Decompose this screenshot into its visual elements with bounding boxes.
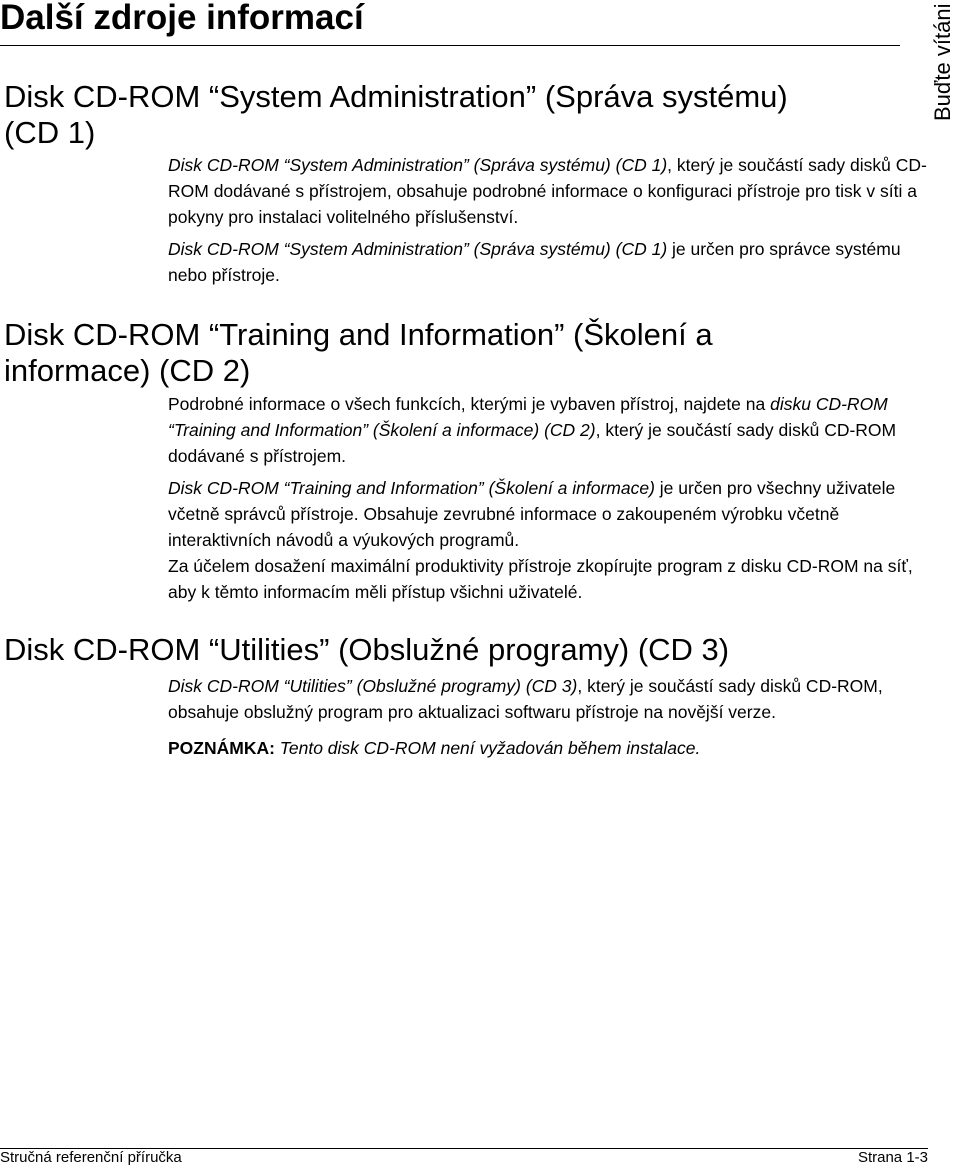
paragraph-text: , který je součástí sady disků CD-ROM, obsahuje obslužný program pro aktualizaci softwaru přístroje na novější verze. [168,676,883,722]
cd-title-italic: disku CD-ROM “Training and Information” (Školení a informace) (CD 2) [168,394,888,440]
section-body-cd1 [168,152,928,288]
cd-title-italic: Disk CD-ROM “System Administration” (Správa systému) (CD 1) [168,239,668,259]
section-heading-cd1 [4,79,788,151]
paragraph [168,475,928,553]
paragraph [168,152,928,230]
paragraph-text: Podrobné informace o všech funkcích, kterými je vybaven přístroj, najdete na [168,394,771,414]
paragraph [168,391,928,469]
footer-document-title: Stručná referenční příručka [0,1149,182,1166]
note-label: POZNÁMKA: [168,738,275,758]
section-heading-cd1-line1: Disk CD-ROM “System Administration” (Správa systému) [4,79,788,114]
paragraph [168,236,928,288]
section-body-cd3 [168,673,928,761]
paragraph-text: , který je součástí sady disků CD-ROM dodávané s přístrojem, obsahuje podrobné informace o konfiguraci přístroje pro tisk v síti a pokyny pro instalaci volitelného příslušenství. [168,155,927,227]
section-heading-cd3-line1: Disk CD-ROM “Utilities” (Obslužné programy) (CD 3) [4,632,730,667]
section-heading-cd2 [4,317,713,389]
section-heading-cd2-line2: informace) (CD 2) [4,353,251,388]
title-divider [0,45,900,46]
section-heading-cd2-line1: Disk CD-ROM “Training and Information” (Školení a [4,317,713,352]
section-heading-cd3 [4,632,729,668]
note [168,735,928,761]
paragraph-text: , který je součástí sady disků CD-ROM dodávané s přístrojem. [168,420,897,466]
side-tab-label: Buďte vítáni [930,3,955,121]
paragraph-text: je určen pro správce systému nebo přístroje. [168,239,901,285]
paragraph: Za účelem dosažení maximální produktivity přístroje zkopírujte program z disku CD-ROM na síť, aby k těmto informacím měli přístup všichni uživatelé. [168,556,913,602]
section-heading-cd1-line2: (CD 1) [4,115,96,150]
page-title: Další zdroje informací [0,0,364,37]
cd-title-italic: Disk CD-ROM “Utilities” (Obslužné programy) (CD 3) [168,676,578,696]
cd-title-italic: Disk CD-ROM “System Administration” (Správa systému) (CD 1) [168,155,668,175]
paragraph [168,673,928,725]
cd-title-italic: Disk CD-ROM “Training and Information” (Školení a informace) [168,478,655,498]
note-text: Tento disk CD-ROM není vyžadován během instalace. [274,738,701,758]
footer-page-number: Strana 1-3 [857,1149,928,1166]
side-tab [930,0,958,140]
section-body-cd2 [168,391,928,605]
paragraph-text: je určen pro všechny uživatele včetně správců přístroje. Obsahuje zevrubné informace o zakoupeném výrobku včetně interaktivních návodů a výukových programů. [168,478,896,550]
